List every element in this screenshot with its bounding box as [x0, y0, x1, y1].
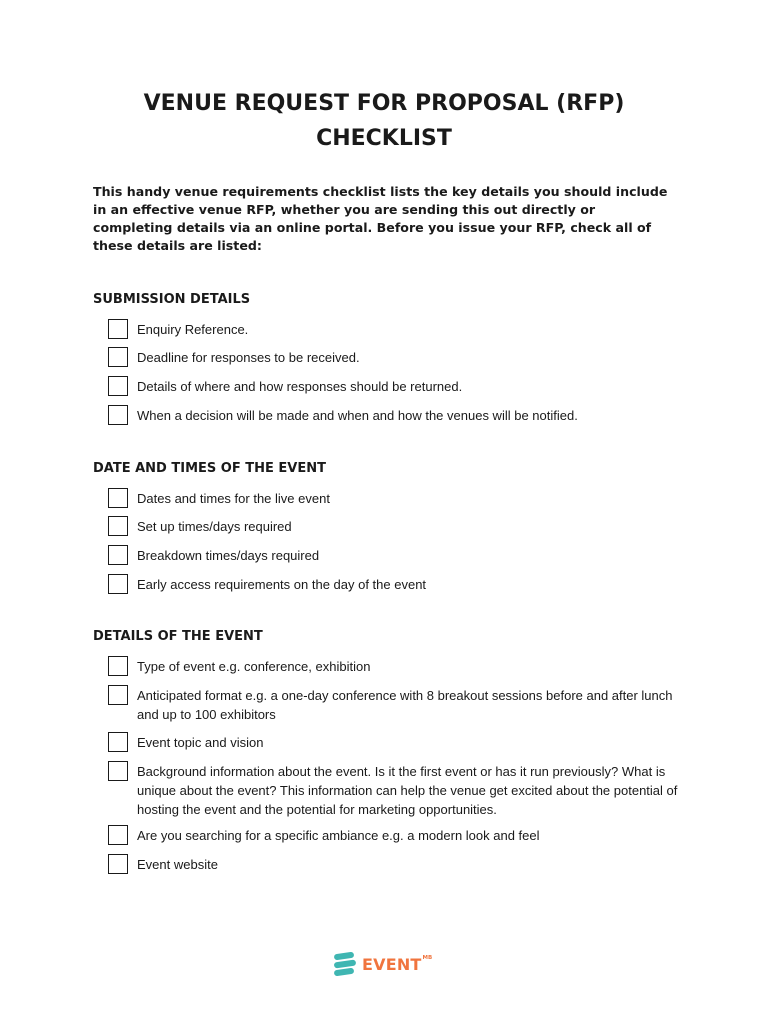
checklist-item-text: Dates and times for the live event [137, 491, 330, 506]
eventmb-logo-superscript: MB [422, 955, 433, 961]
section-heading-submission-details: SUBMISSION DETAILS [93, 292, 251, 307]
checklist-item-text: Event website [137, 857, 218, 872]
checkbox[interactable] [108, 854, 128, 874]
page-title-line-2: CHECKLIST [316, 126, 452, 151]
checklist-item-text: Background information about the event. Is it the first event or has it run previously? What is unique about the event? This information can help the venue get excited about the potential of hosting the event and the potential for marketing opportunities. [137, 764, 678, 817]
checkbox[interactable] [108, 319, 128, 339]
checklist-item-text: Type of event e.g. conference, exhibition [137, 659, 371, 674]
checklist-item-text: Anticipated format e.g. a one-day conference with 8 breakout sessions before and after lunch and up to 100 exhibitors [137, 688, 673, 722]
page-title-line-1: VENUE REQUEST FOR PROPOSAL (RFP) [143, 91, 625, 116]
checkbox[interactable] [108, 732, 128, 752]
intro-paragraph: This handy venue requirements checklist lists the key details you should include in an effective venue RFP, whether you are sending this out directly or completing details via an online portal. Before you issue your RFP, check all of these details are listed: [93, 184, 668, 253]
checkbox[interactable] [108, 347, 128, 367]
eventmb-logo-icon [332, 951, 358, 977]
checkbox[interactable] [108, 516, 128, 536]
checklist-item-text: Set up times/days required [137, 519, 292, 534]
checkbox[interactable] [108, 656, 128, 676]
section-heading-details-of-the-event: DETAILS OF THE EVENT [93, 629, 263, 644]
checklist-item-text: Enquiry Reference. [137, 322, 249, 337]
checklist-item-text: Event topic and vision [137, 735, 264, 750]
checkbox[interactable] [108, 685, 128, 705]
checkbox[interactable] [108, 825, 128, 845]
page-title [0, 86, 768, 156]
checklist-item-text: Are you searching for a specific ambiance e.g. a modern look and feel [137, 828, 540, 843]
checklist-item-text: Early access requirements on the day of the event [137, 577, 427, 592]
checkbox[interactable] [108, 488, 128, 508]
checkbox[interactable] [108, 545, 128, 565]
checklist-item-text: Breakdown times/days required [137, 548, 320, 563]
checkbox[interactable] [108, 405, 128, 425]
section-heading-date-and-times: DATE AND TIMES OF THE EVENT [93, 461, 326, 476]
eventmb-logo [332, 950, 432, 978]
checkbox[interactable] [108, 761, 128, 781]
checklist-item-text: Deadline for responses to be received. [137, 350, 360, 365]
checkbox[interactable] [108, 376, 128, 396]
checklist-item-text: When a decision will be made and when and how the venues will be notified. [137, 408, 578, 423]
checklist-item-text: Details of where and how responses should be returned. [137, 379, 463, 394]
checkbox[interactable] [108, 574, 128, 594]
eventmb-logo-word: EVENT [362, 954, 422, 974]
